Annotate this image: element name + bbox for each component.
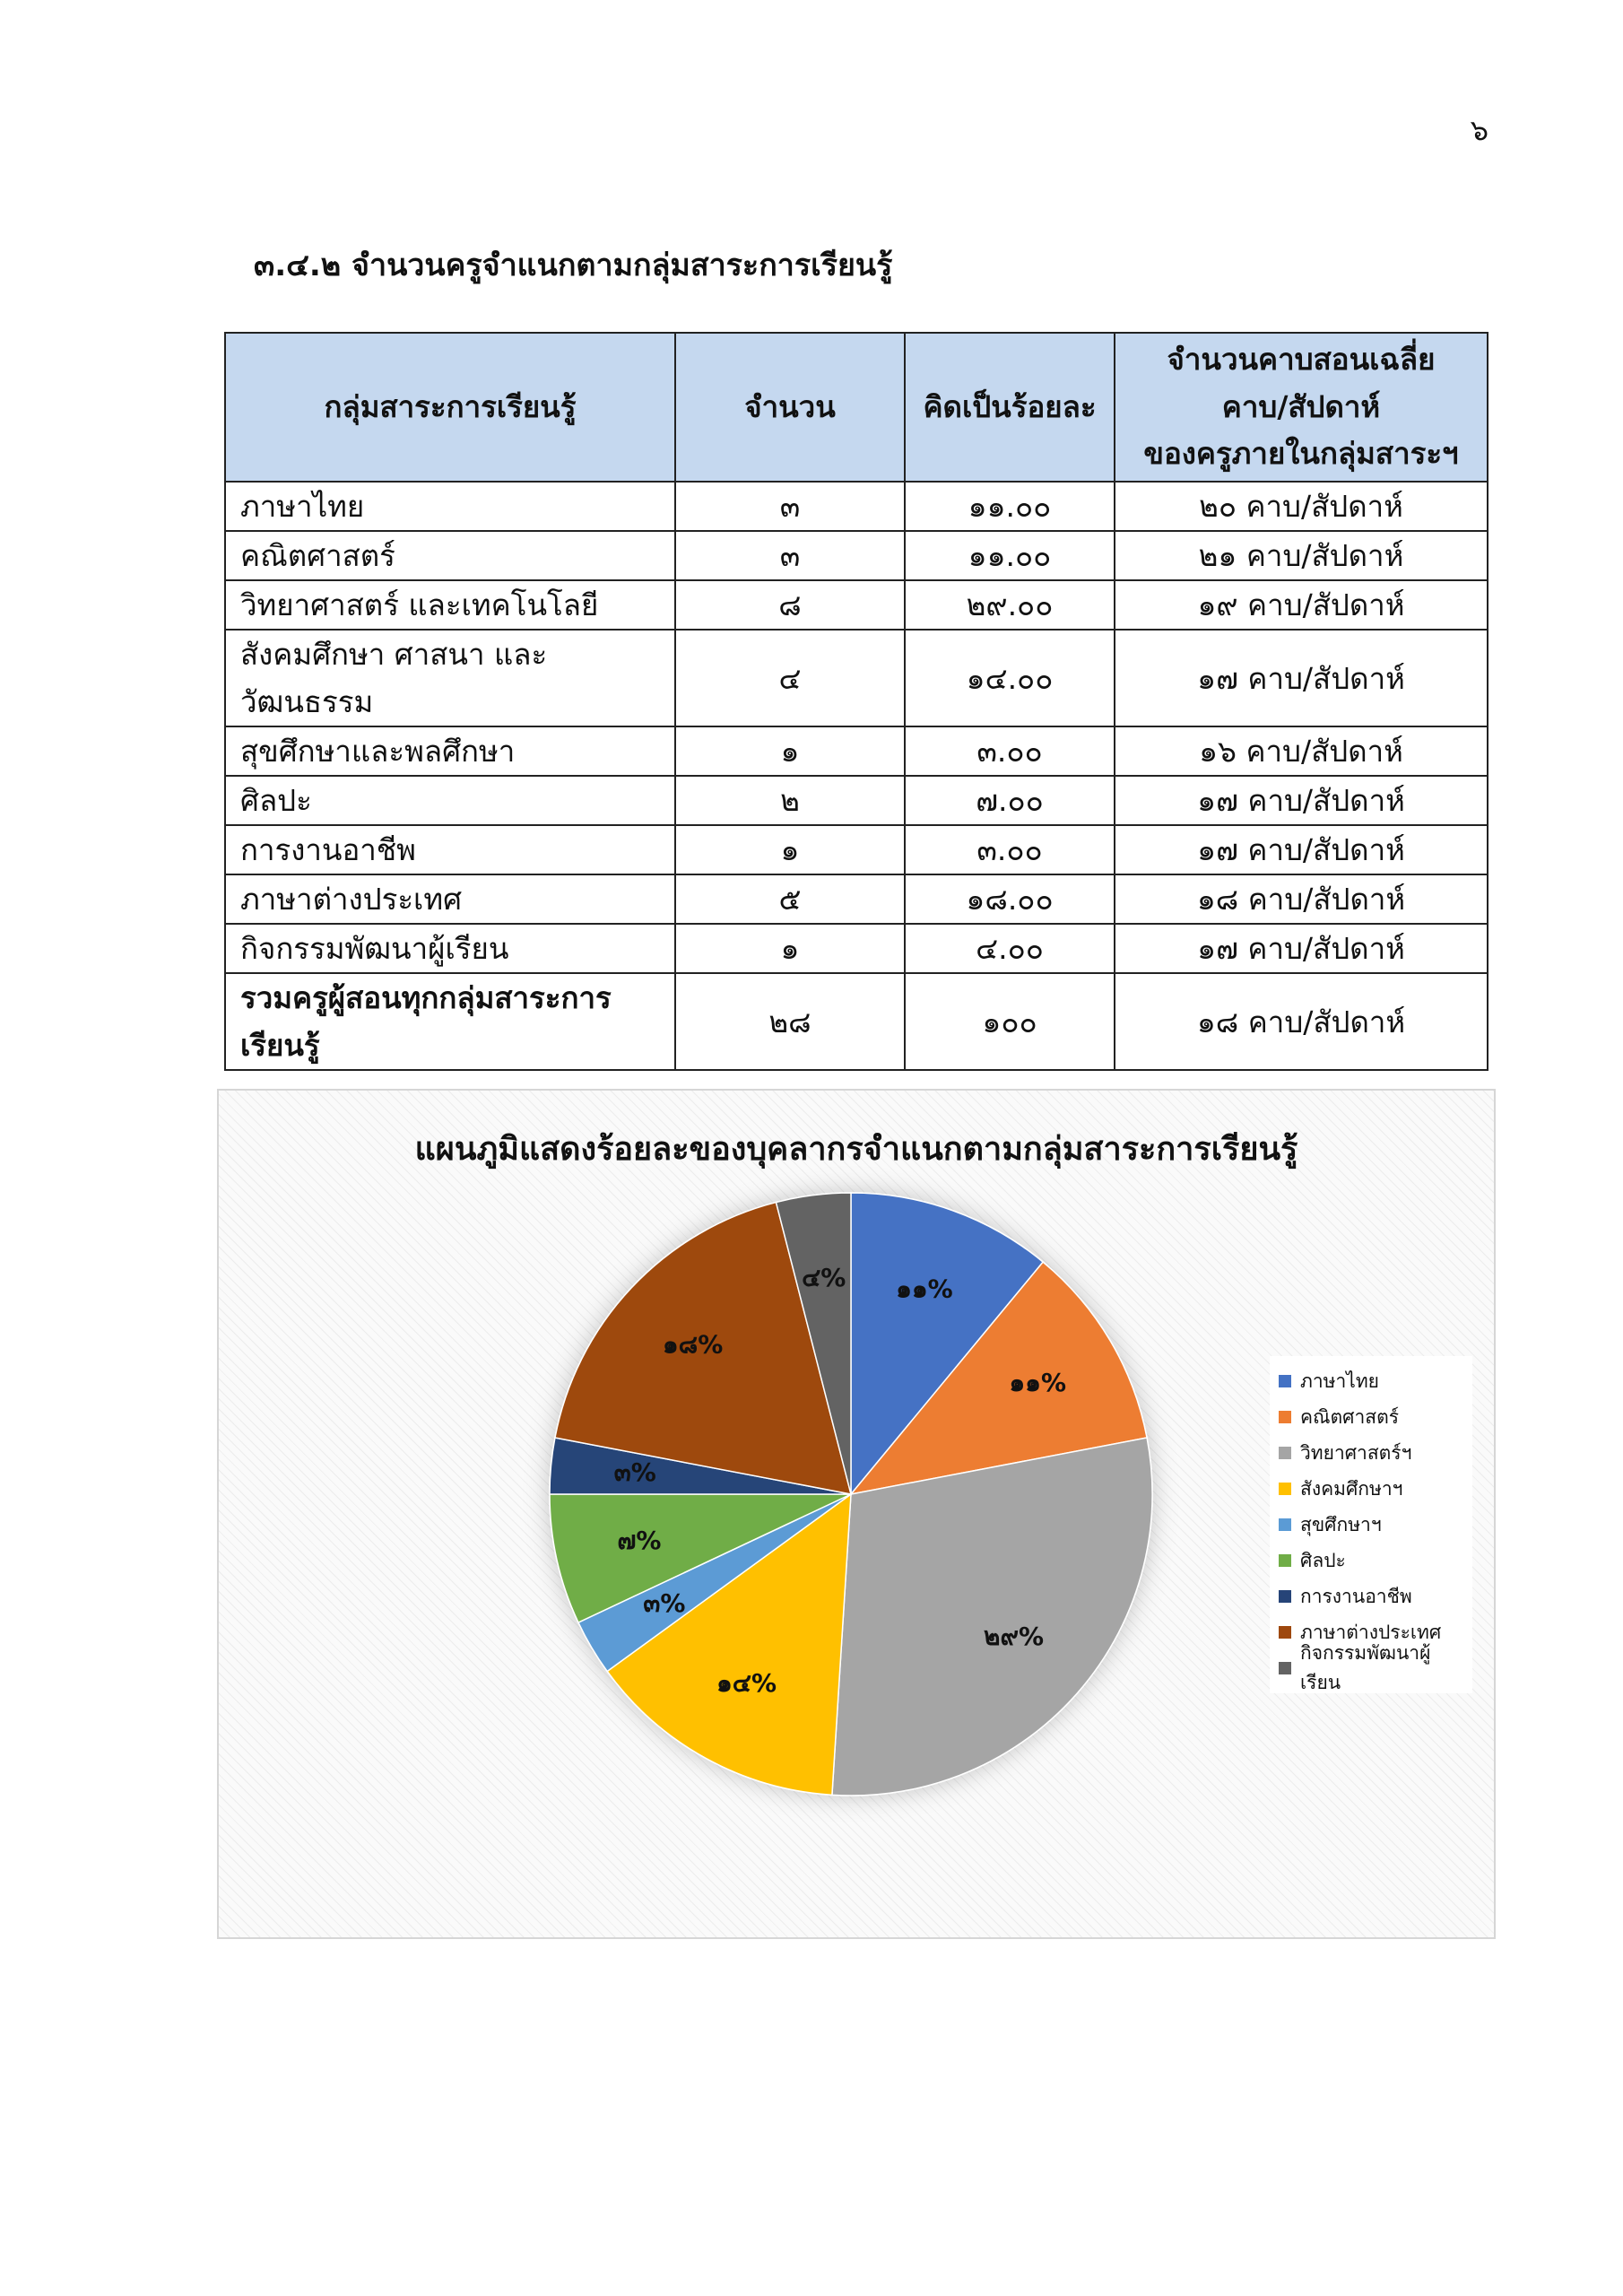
legend-entry	[1279, 1435, 1463, 1471]
cell-count: ๑	[675, 726, 905, 776]
legend-label: ศิลปะ	[1300, 1549, 1346, 1571]
table-row	[225, 776, 1488, 825]
legend-swatch	[1279, 1483, 1291, 1495]
cell-percent: ๗.๐๐	[905, 776, 1115, 825]
slice-data-label: ๔%	[802, 1263, 846, 1292]
table-total-row	[225, 973, 1488, 1070]
legend-label: วิทยาศาสตร์ฯ	[1300, 1441, 1412, 1464]
header-periods-line2: คาบ/สัปดาห์	[1221, 388, 1381, 424]
pie-slice	[832, 1438, 1152, 1796]
legend-label: คณิตศาสตร์	[1300, 1405, 1400, 1428]
slice-data-label: ๓%	[643, 1588, 686, 1619]
total-subject: รวมครูผู้สอนทุกกลุ่มสาระการเรียนรู้	[225, 973, 675, 1070]
header-periods	[1115, 333, 1488, 482]
cell-percent: ๑๔.๐๐	[905, 630, 1115, 726]
cell-subject: วิทยาศาสตร์ และเทคโนโลยี	[225, 580, 675, 630]
slice-data-label: ๒๙%	[983, 1622, 1045, 1651]
header-subject: กลุ่มสาระการเรียนรู้	[225, 333, 675, 482]
legend-swatch	[1279, 1411, 1291, 1423]
table-row	[225, 630, 1488, 726]
slice-data-label: ๑๘%	[662, 1329, 724, 1360]
total-count: ๒๘	[675, 973, 905, 1070]
legend-entry	[1279, 1399, 1463, 1435]
cell-periods: ๒๐ คาบ/สัปดาห์	[1115, 482, 1488, 531]
cell-periods: ๑๙ คาบ/สัปดาห์	[1115, 580, 1488, 630]
chart-legend	[1270, 1356, 1472, 1693]
cell-count: ๑	[675, 825, 905, 874]
legend-label: ภาษาไทย	[1300, 1370, 1379, 1392]
cell-count: ๑	[675, 924, 905, 973]
cell-subject: การงานอาชีพ	[225, 825, 675, 874]
legend-swatch	[1279, 1375, 1291, 1387]
teacher-table	[224, 332, 1488, 1071]
legend-label: กิจกรรมพัฒนาผู้เรียน	[1300, 1642, 1431, 1693]
legend-swatch	[1279, 1447, 1291, 1459]
slice-data-label: ๗%	[617, 1525, 662, 1555]
section-heading: ๓.๔.๒ จำนวนครูจำแนกตามกลุ่มสาระการเรียนรู้	[254, 248, 893, 283]
legend-entry	[1279, 1507, 1463, 1543]
total-periods: ๑๘ คาบ/สัปดาห์	[1115, 973, 1488, 1070]
table-header-row	[225, 333, 1488, 482]
cell-count: ๓	[675, 482, 905, 531]
table-row	[225, 482, 1488, 531]
table-row	[225, 924, 1488, 973]
cell-periods: ๑๖ คาบ/สัปดาห์	[1115, 726, 1488, 776]
cell-percent: ๒๙.๐๐	[905, 580, 1115, 630]
legend-label: ภาษาต่างประเทศ	[1300, 1621, 1442, 1643]
header-periods-line1: จำนวนคาบสอนเฉลี่ย	[1167, 341, 1436, 377]
cell-percent: ๑๑.๐๐	[905, 531, 1115, 580]
legend-swatch	[1279, 1626, 1291, 1639]
cell-periods: ๑๘ คาบ/สัปดาห์	[1115, 874, 1488, 924]
cell-percent: ๑๘.๐๐	[905, 874, 1115, 924]
header-count: จำนวน	[675, 333, 905, 482]
cell-subject: ภาษาไทย	[225, 482, 675, 531]
slice-data-label: ๑๑%	[1009, 1367, 1067, 1397]
table-row	[225, 825, 1488, 874]
slice-data-label: ๑๔%	[716, 1668, 777, 1698]
legend-entry	[1279, 1363, 1463, 1399]
table-row	[225, 531, 1488, 580]
cell-percent: ๔.๐๐	[905, 924, 1115, 973]
legend-label: สังคมศึกษาฯ	[1300, 1477, 1403, 1500]
table-row	[225, 580, 1488, 630]
legend-swatch	[1279, 1590, 1291, 1603]
cell-periods: ๑๗ คาบ/สัปดาห์	[1115, 776, 1488, 825]
cell-subject: สุขศึกษาและพลศึกษา	[225, 726, 675, 776]
cell-count: ๕	[675, 874, 905, 924]
pie-slices	[550, 1193, 1152, 1796]
legend-entry	[1279, 1578, 1463, 1614]
cell-periods: ๒๑ คาบ/สัปดาห์	[1115, 531, 1488, 580]
cell-subject: คณิตศาสตร์	[225, 531, 675, 580]
cell-periods: ๑๗ คาบ/สัปดาห์	[1115, 924, 1488, 973]
legend-entry	[1279, 1543, 1463, 1578]
legend-entry	[1279, 1642, 1463, 1693]
cell-count: ๓	[675, 531, 905, 580]
cell-count: ๔	[675, 630, 905, 726]
cell-subject: ศิลปะ	[225, 776, 675, 825]
page-number: ๖	[1470, 113, 1488, 147]
header-percent: คิดเป็นร้อยละ	[905, 333, 1115, 482]
chart-title: แผนภูมิแสดงร้อยละของบุคลากรจำแนกตามกลุ่มสาระการเรียนรู้	[414, 1131, 1298, 1168]
cell-percent: ๓.๐๐	[905, 825, 1115, 874]
legend-swatch	[1279, 1518, 1291, 1531]
legend-swatch	[1279, 1554, 1291, 1567]
slice-data-label: ๑๑%	[896, 1274, 953, 1304]
cell-subject: สังคมศึกษา ศาสนา และวัฒนธรรม	[225, 630, 675, 726]
cell-count: ๒	[675, 776, 905, 825]
cell-count: ๘	[675, 580, 905, 630]
cell-subject: ภาษาต่างประเทศ	[225, 874, 675, 924]
cell-percent: ๑๑.๐๐	[905, 482, 1115, 531]
cell-percent: ๓.๐๐	[905, 726, 1115, 776]
legend-label: การงานอาชีพ	[1300, 1585, 1412, 1607]
table-row	[225, 726, 1488, 776]
header-periods-line3: ของครูภายในกลุ่มสาระฯ	[1143, 436, 1459, 472]
table-row	[225, 874, 1488, 924]
slice-data-label: ๓%	[613, 1457, 656, 1488]
pie-chart	[217, 1089, 1496, 1939]
cell-periods: ๑๗ คาบ/สัปดาห์	[1115, 630, 1488, 726]
legend-label: สุขศึกษาฯ	[1300, 1513, 1382, 1535]
legend-entry	[1279, 1471, 1463, 1507]
legend-swatch	[1279, 1662, 1291, 1674]
cell-subject: กิจกรรมพัฒนาผู้เรียน	[225, 924, 675, 973]
cell-periods: ๑๗ คาบ/สัปดาห์	[1115, 825, 1488, 874]
total-percent: ๑๐๐	[905, 973, 1115, 1070]
